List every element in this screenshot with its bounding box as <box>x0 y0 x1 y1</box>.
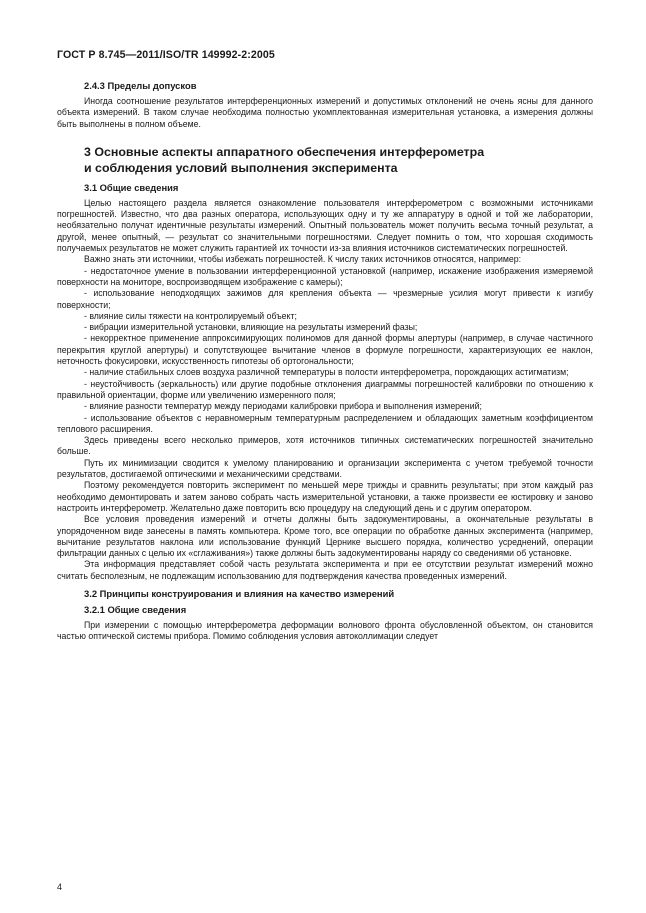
list-item: - наличие стабильных слоев воздуха различной температуры в полости интерферометра, порождающих астигматизм; <box>84 367 569 378</box>
section-3-title-line1: 3 Основные аспекты аппаратного обеспечения интерферометра <box>84 144 485 159</box>
section-2-4-3-title: 2.4.3 Пределы допусков <box>84 80 197 91</box>
list-item: - недостаточное умение в пользовании интерференционной установкой (например, искажение изображения измеряемой поверхности на мониторе, воспроизводящем изображение с камеры); <box>57 265 593 287</box>
list-item: - влияние разности температур между периодами калибровки прибора и выполнения измерений; <box>84 401 482 412</box>
paragraph: Иногда соотношение результатов интерференционных измерений и допустимых отклонений не очень ясны для данного объекта измерений. В таком случае необходима полностью укомплектованная измерительная установка, а измерения должны быть выполнены в полном объеме. <box>57 96 593 129</box>
paragraph: Эта информация представляет собой часть результата эксперимента и при ее отсутствии результат измерений можно считать бесполезным, не подлежащим использованию для подтверждения качества проведенных измерений. <box>57 559 593 581</box>
section-3-2-title: 3.2 Принципы конструирования и влияния на качество измерений <box>84 587 395 599</box>
section-3-title <box>84 144 554 176</box>
page-number: 4 <box>57 882 63 892</box>
paragraph: При измерении с помощью интерферометра деформации волнового фронта обусловленной объектом, он становится частью оптической системы прибора. Помимо соблюдения условия автоколлимации следует <box>57 619 593 642</box>
paragraph: Важно знать эти источники, чтобы избежать погрешностей. К числу таких источников относятся, например: <box>84 254 522 265</box>
section-3-title-line2: и соблюдения условий выполнения эксперимента <box>84 160 398 175</box>
list-item: - некорректное применение аппроксимирующих полиномов для данной формы апертуры (например, в случае частичного перекрытия круглой апертуры) и сопутствующее вычитание членов в формуле погрешности, характеризующих ее наклон, неточность фокусировки, искусственность гипотезы об ортогональности; <box>57 333 593 367</box>
document-header: ГОСТ Р 8.745—2011/ISO/TR 149992-2:2005 <box>57 49 275 61</box>
list-item: - вибрации измерительной установки, влияющие на результаты измерений фазы; <box>84 322 418 333</box>
paragraph: Все условия проведения измерений и отчеты должны быть задокументированы, а окончательные результаты в упорядоченном виде занесены в память компьютера. Кроме того, все операции по обработке данных эксперимента (например, вычитание результатов наклона или использование функций Цернике высшего порядка, количество усреднений, операции фильтрации данных с целью их «сглаживания») также должны быть задокументированы наряду со сведениями об установке. <box>57 514 593 559</box>
list-item: - неустойчивость (зеркальность) или другие подобные отклонения диаграммы погрешностей калибровки по отношению к правильной ориентации, форме или увеличению измеренного поля; <box>57 378 593 400</box>
paragraph: Поэтому рекомендуется повторить эксперимент по меньшей мере трижды и сравнить результаты; при этом каждый раз необходимо демонтировать и затем заново собрать часть измерительной установки, а также произвести ее юстировку и заново настроить интерферометр. Желательно даже повторить всю процедуру на следующий день и с другим оператором. <box>57 480 593 513</box>
list-item: - использование объектов с неравномерным температурным распределением и обладающих заметным коэффициентом теплового расширения. <box>57 412 593 434</box>
list-item: - влияние силы тяжести на контролируемый объект; <box>84 310 297 321</box>
section-3-1-title: 3.1 Общие сведения <box>84 181 179 193</box>
section-3-2-1-title: 3.2.1 Общие сведения <box>84 603 187 615</box>
list-item: - использование неподходящих зажимов для крепления объекта — чрезмерные усилия могут привести к изгибу поверхности; <box>57 288 593 310</box>
paragraph: Путь их минимизации сводится к умелому планированию и организации эксперимента с учетом требуемой точности результатов, достигаемой оптическими и механическими средствами. <box>57 457 593 480</box>
page-content <box>57 80 593 643</box>
paragraph: Здесь приведены всего несколько примеров, хотя источников типичных систематических погрешностей значительно больше. <box>57 435 593 457</box>
paragraph: Целью настоящего раздела является ознакомление пользователя интерферометром с возможными источниками погрешностей. Известно, что два разных оператора, использующих одну и ту же аппаратуру в одной и той же лаборатории, необязательно получат идентичные результаты измерений. Опытный пользователь может получить весьма точный результат, а другой, менее опытный, — результат со значительными погрешностями. Следует помнить о том, что хорошая сходимость получаемых результатов не может служить гарантией их точности из-за влияния источников систематических погрешностей. <box>57 197 593 254</box>
